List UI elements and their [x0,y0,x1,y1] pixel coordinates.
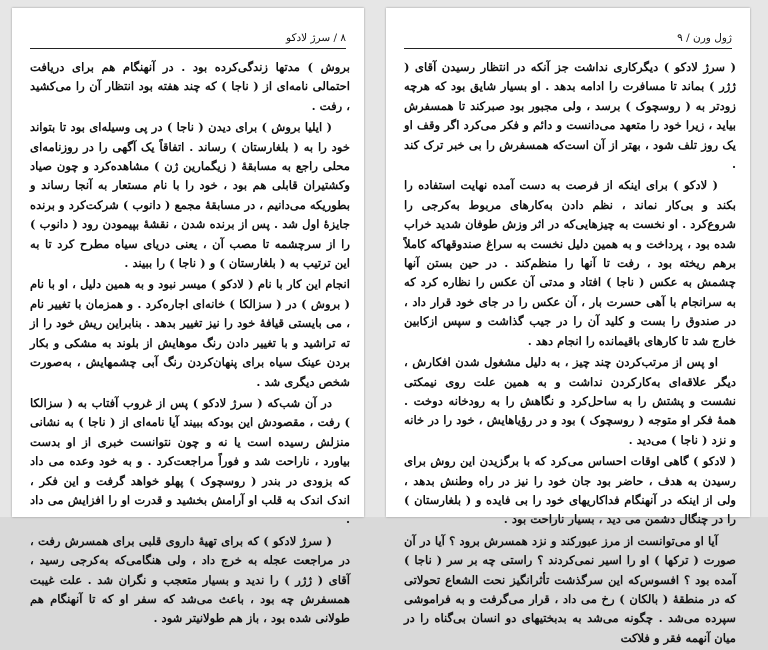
right-page-body [404,58,736,650]
paragraph: ( لادکو ) گاهی اوقات احساس می‌کرد که با برگزیدن این روش برای رسیدن به هدف ، حاضر بود جان خود را نیز در راه وطنش بدهد ، ولی از اینکه در آنهنگام فداکاریهای خود را بی فایده و ( بلغارستان ) را در چنگال دشمن می دید ، بسیار ناراحت بود . [404,454,736,527]
left-page-running-title: ۸ / سرژ لادکو [286,32,346,44]
paragraph: ( سرژ لادکو ) که برای تهیهٔ داروی قلبی برای همسرش رفت ، در مراجعت عجله به خرج داد ، ولی هنگامی‌که به‌کرجی رسید ، آقای ( ژژر ) را ندید و بسیار متعجب و نگران شد . علت غیبت همسفرش چه بود ، باعث می‌شد که سفر او که تا آنهنگام هم طولانی شده بود ، باز هم طولانیتر شود . [30,533,350,626]
paragraph: بروش ) مدتها زندگی‌کرده بود . در آنهنگام هم برای دریافت احتمالی نامه‌ای از ( ناجا ) که چند هفته بود انتظار آن را می‌کشید ، رفت . [30,60,350,113]
right-page-header [404,30,732,49]
paragraph: در آن شب‌که ( سرژ لادکو ) پس از غروب آفتاب به ( سزالکا ) رفت ، مقصودش این بودکه ببیند آیا نامه‌ای از ( ناجا ) به نشانی منزلش رسیده است یا نه و چون نتوانست خبری از او بدست بیاورد ، ناراحت شد و فوراً مراجعت‌کرد . و به خود وعده می داد که بزودی در بندر ( روسچوک ) پهلو خواهد گرفت و این فکر ، اندک اندک به قلب او آرامش بخشید و قدرت او را افزایش می داد . [30,395,350,527]
paragraph: ( سرژ لادکو ) دیگرکاری نداشت جز آنکه در انتظار رسیدن آقای ( ژژر ) بماند تا مسافرت را ادامه بدهد . او بسیار شایق بود که هرچه زودتر به ( روسچوک ) برسد ، ولی مجبور بود صبرکند تا همسفرش بیاید ، زیرا خود را متعهد می‌دانست و دائم و فکر می‌کرد اگر وقف او یک روز تلف شود ، بهتر از آن است‌که همسفرش را بی خبر ترک کند . [404,60,736,172]
paragraph: او پس از مرتب‌کردن چند چیز ، به دلیل مشغول شدن افکارش ، دیگر علاقه‌ای به‌کارکردن نداشت و به همین علت روی نیمکتی نشست و پشتش را به ساحل‌کرد و نگاهش را به رودخانه دوخت . همهٔ فکر او متوجه ( روسچوک ) بود و در رؤیاهایش ، خود را در خانه و نزد ( ناجا ) می‌دید . [404,355,736,447]
paragraph: ( لادکو ) برای اینکه از فرصت به دست آمده نهایت استفاده را بکند و بی‌کار نماند ، نظم دادن به‌کارهای مربوط به‌کرجی را شروع‌کرد . او نخست به چیزهایی‌که در اثر وزش طوفان شدید خراب شده بود ، پرداخت و به همین دلیل نخست به سراغ صندوقهاکه کاملاً برهم ریخته بود ، رفت تا آنها را منظم‌کند . در حین بستن آنها چشمش به عکس ( ناجا ) افتاد و مدتی آن عکس را نظاره کرد که به سرانجام با آهی حسرت بار ، آن عکس را در جای خود قرار داد ، در صندوق را بست و کلید آن را در جیب گذاشت و سپس ازکابین خارج شد تا کارهای باقیمانده را انجام دهد . [404,178,736,348]
right-page [386,8,750,645]
right-page-running-title: ژول ورن / ۹ [677,32,732,44]
left-page [12,8,364,626]
left-page-body [30,58,350,631]
paragraph: آیا او می‌توانست از مرز عبورکند و نزد همسرش برود ؟ آیا در آن صورت ( ترکها ) او را اسیر نمی‌کردند ؟ راستی چه بر سر ( ناجا ) آمده بود ؟ افسوس‌که این سرگذشت تأثرانگیز نحت الشعاع تحولاتی که در منطقهٔ ( بالکان ) رخ می داد ، قرار می‌گرفت و به فراموشی سپرده می‌شد . چگونه می‌شد به بدبختیهای دو انسان بی‌گناه را در میان آنهمه فقر و فلاکت [404,533,736,645]
left-page-header [30,30,346,49]
paragraph: ( ایلیا بروش ) برای دیدن ( ناجا ) در پی وسیله‌ای بود تا بتواند خود را به ( بلغارستان ) رساند . اتفاقاً یک آگهی را در روزنامه‌ای محلی راجع به مسابقهٔ ( زیگمارین ژن ) مشاهده‌کرد و چون صیاد وکشتیران قابلی هم بود ، خود را با نام مستعار به آنجا رساند و بطوریکه می‌دانیم ، در مسابقهٔ مجمع ( دانوب ) شرکت‌کرد و برنده جایزهٔ اول شد . پس از برنده شدن ، نقشهٔ بپیمودن رود ( دانوب ) را از سرچشمه تا مصب آن ، یعنی دریای سیاه مطرح کرد تا به این ترتیب به ( بلغارستان ) و ( ناجا ) را ببیند . [30,120,350,271]
paragraph: انجام این کار با نام ( لادکو ) میسر نبود و به همین دلیل ، او با نام ( بروش ) در ( سزالکا ) خانه‌ای اجاره‌کرد . و همزمان با تغییر نام ، می بایستی قیافهٔ خود را نیز تغییر بدهد . بنابراین ریش خود را از ته تراشید و با تغییر دادن رنگ موهایش از بلوند به مشکی و بکار بردن عینک سیاه برای پنهان‌کردن رنگ آبی چشمهایش ، به‌صورت شخص دیگری شد . [30,277,350,389]
